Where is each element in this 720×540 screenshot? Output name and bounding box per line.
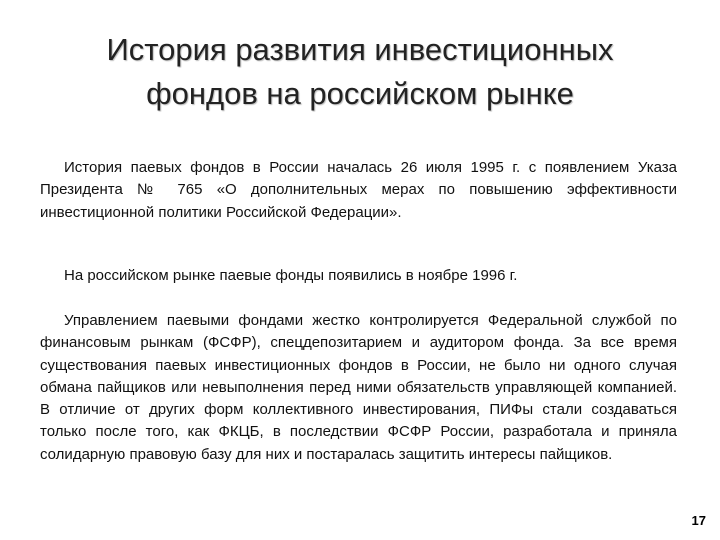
- paragraph-text: Управлением паевыми фондами жестко контролируется Федеральной службой по финансовым рынкам (ФСФР), спецдепозитарием и аудитором фонда. За все время существования паевых инвестиционных фондов в России, не было ни одного случая обмана пайщиков или невыполнения перед ними обязательств управляющей компанией. В отличие от других форм коллективного инвестирования, ПИФы стали создаваться только после того, как ФКЦБ, в последствии ФСФР России, разработала и приняла солидарную правовую базу для них и постаралась защитить интересы пайщиков.: [40, 312, 677, 463]
- paragraph-text: На российском рынке паевые фонды появились в ноябре 1996 г.: [64, 267, 518, 284]
- slide-title-line-2: фондов на российском рынке: [146, 76, 574, 111]
- paragraph-regulation: [40, 310, 677, 466]
- slide-title: [40, 28, 680, 116]
- slide-title-line-1: История развития инвестиционных: [106, 32, 614, 67]
- paragraph-market-appearance: [40, 265, 677, 287]
- paragraph-history-start: [40, 157, 677, 224]
- paragraph-text: История паевых фондов в России началась 26 июля 1995 г. с появлением Указа Президента № 765 «О дополнительных мерах по повышению эффективности инвестиционной политики Российской Федерации».: [40, 159, 677, 221]
- page-number: 17: [691, 513, 706, 528]
